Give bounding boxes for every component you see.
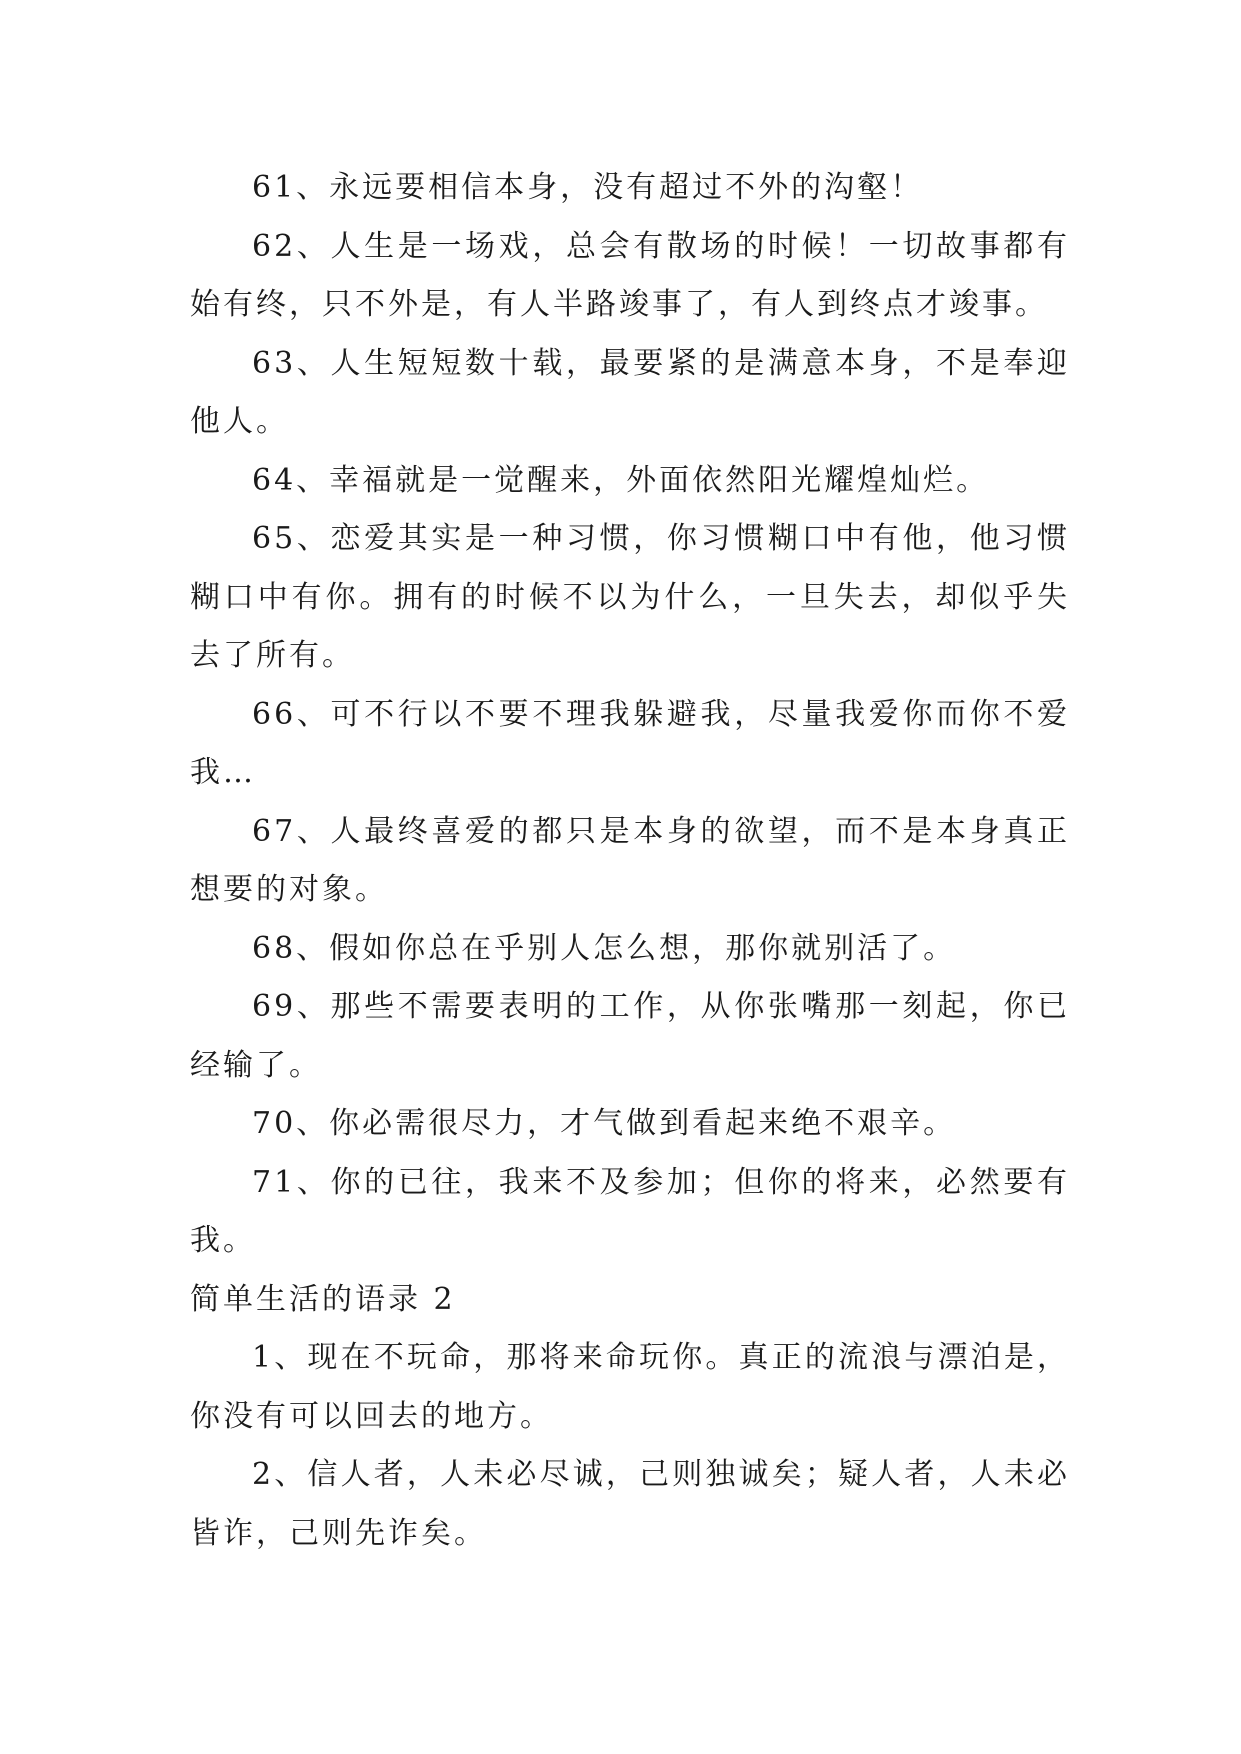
quote-68: 68、假如你总在乎别人怎么想，那你就别活了。 — [252, 930, 957, 966]
quote-65: 65、恋爱其实是一种习惯，你习惯糊口中有他，他习惯糊口中有你。拥有的时候不以为什么，一旦失去，却似乎失去了所有。 — [190, 521, 1070, 673]
quote-62: 62、人生是一场戏，总会有散场的时候！一切故事都有始有终，只不外是，有人半路竣事了，有人到终点才竣事。 — [190, 228, 1070, 322]
quote-69: 69、那些不需要表明的工作，从你张嘴那一刻起，你已经输了。 — [190, 989, 1070, 1083]
quote-67: 67、人最终喜爱的都只是本身的欲望，而不是本身真正想要的对象。 — [190, 813, 1070, 907]
quote-63: 63、人生短短数十载，最要紧的是满意本身，不是奉迎他人。 — [190, 345, 1070, 439]
quote-64: 64、幸福就是一觉醒来，外面依然阳光耀煌灿烂。 — [252, 462, 990, 498]
quote-61: 61、永远要相信本身，没有超过不外的沟壑！ — [252, 170, 924, 205]
quote-b-1: 1、现在不玩命，那将来命玩你。真正的流浪与漂泊是，你没有可以回去的地方。 — [190, 1340, 1070, 1434]
section-heading: 简单生活的语录 2 — [190, 1281, 456, 1317]
quote-b-2: 2、信人者，人未必尽诚，己则独诚矣；疑人者，人未必皆诈，己则先诈矣。 — [190, 1457, 1070, 1551]
quote-70: 70、你必需很尽力，才气做到看起来绝不艰辛。 — [252, 1106, 957, 1141]
quote-71: 71、你的已往，我来不及参加；但你的将来，必然要有我。 — [190, 1164, 1070, 1258]
document-body — [190, 159, 1070, 1563]
quote-66: 66、可不行以不要不理我躲避我，尽量我爱你而你不爱我… — [190, 696, 1070, 790]
